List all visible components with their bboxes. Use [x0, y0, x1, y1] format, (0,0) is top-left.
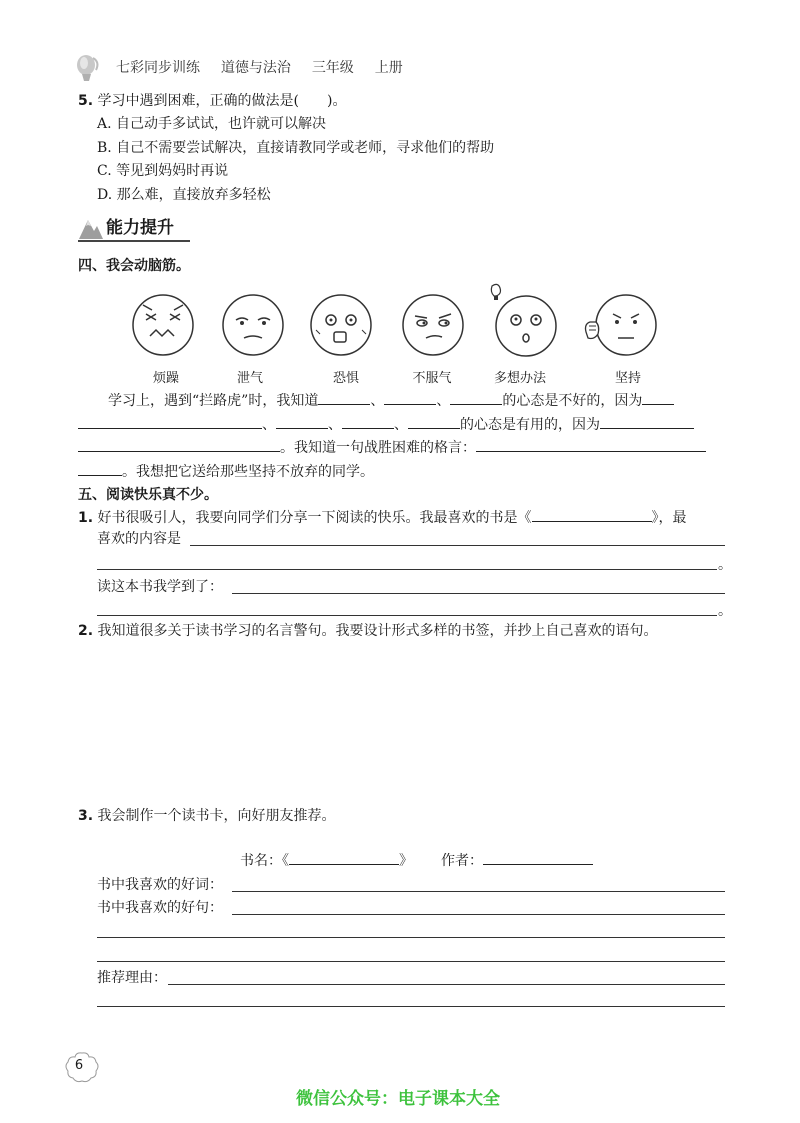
section-banner: [78, 216, 190, 242]
faces-row: [120, 286, 680, 362]
q1-period-2: 。: [718, 603, 732, 619]
part4-line4-text: 。我想把它送给那些坚持不放弃的同学。: [122, 464, 374, 480]
author-blank[interactable]: [483, 850, 593, 865]
q1-line3-label: 读这本书我学到了：: [97, 579, 223, 595]
answer-blank[interactable]: [384, 390, 436, 405]
author-label: 作者：: [441, 853, 483, 869]
answer-line[interactable]: [232, 891, 725, 892]
part5-heading: 五、阅读快乐真不少。: [78, 487, 218, 503]
separator: 、: [328, 417, 342, 433]
separator: 、: [262, 417, 276, 433]
q1-line2-label: 喜欢的内容是: [97, 531, 181, 547]
mountain-icon: [78, 216, 104, 240]
good-sentences-label: 书中我喜欢的好句：: [97, 900, 223, 916]
face-discouraged-icon: [218, 290, 288, 360]
q5-option-a: A. 自己动手多试试，也许就可以解决: [97, 116, 327, 132]
answer-blank[interactable]: [78, 437, 280, 452]
answer-blank[interactable]: [78, 414, 262, 429]
part4-line1-text: 学习上，遇到“拦路虎”时，我知道: [108, 393, 319, 409]
face-label-irritated: 烦躁: [152, 371, 179, 386]
reading-card-book-row: [240, 850, 593, 871]
face-label-fearful: 恐惧: [332, 371, 359, 386]
part4-line3-text: 。我知道一句战胜困难的格言：: [280, 440, 476, 456]
header-grade: 三年级: [311, 60, 354, 76]
answer-blank[interactable]: [450, 390, 502, 405]
q5-text: 学习中遇到困难，正确的做法是( )。: [97, 93, 347, 109]
page-number: 6: [74, 1058, 84, 1073]
part4-heading: 四、我会动脑筋。: [78, 258, 190, 274]
q5-stem: [78, 91, 346, 111]
answer-line[interactable]: [97, 615, 717, 616]
book-name-blank[interactable]: [289, 850, 399, 865]
answer-blank[interactable]: [642, 390, 674, 405]
separator: 、: [394, 417, 408, 433]
running-header: [116, 58, 403, 78]
section-banner-title: 能力提升: [106, 218, 174, 238]
q5-option-c: C. 等见到妈妈时再说: [97, 163, 229, 179]
answer-blank[interactable]: [600, 414, 694, 429]
face-label-thinking: 多想办法: [493, 371, 546, 386]
part4-line2-end: 的心态是有用的，因为: [460, 417, 600, 433]
banner-underline: [78, 240, 190, 242]
face-irritated-icon: [128, 290, 198, 360]
q3-number: 3.: [78, 808, 94, 824]
q1-number: 1.: [78, 510, 94, 526]
q5-option-b: B. 自己不需要尝试解决，直接请教同学或老师，寻求他们的帮助: [97, 140, 495, 156]
book-name-end: 》: [399, 853, 413, 869]
answer-line[interactable]: [168, 984, 725, 985]
face-label-discouraged: 泄气: [236, 371, 263, 386]
answer-line[interactable]: [97, 569, 717, 570]
answer-line[interactable]: [97, 1006, 725, 1007]
answer-line[interactable]: [97, 937, 725, 938]
q1-period-1: 。: [718, 557, 732, 573]
answer-blank[interactable]: [342, 414, 394, 429]
answer-blank[interactable]: [408, 414, 460, 429]
page-number-badge: [64, 1050, 100, 1084]
part4-line-3: [78, 437, 706, 458]
face-fearful-icon: [306, 290, 376, 360]
answer-line[interactable]: [232, 914, 725, 915]
face-thinking-icon: [486, 282, 562, 358]
part4-line-4: [78, 461, 374, 482]
answer-line[interactable]: [232, 593, 725, 594]
face-defiant-icon: [398, 290, 468, 360]
face-label-defiant: 不服气: [412, 371, 452, 386]
reason-label: 推荐理由：: [97, 970, 167, 986]
part5-q1-line-1: [78, 507, 687, 528]
q2-number: 2.: [78, 623, 94, 639]
q2-text: 我知道很多关于读书学习的名言警句。我要设计形式多样的书签，并抄上自己喜欢的语句。: [97, 623, 658, 639]
watermark-text: 微信公众号：电子课本大全: [296, 1089, 500, 1109]
face-persistent-icon: [582, 290, 662, 360]
part4-line1-end: 的心态是不好的，因为: [502, 393, 643, 409]
q5-number: 5.: [78, 93, 94, 109]
part5-q2: [78, 621, 658, 641]
face-label-persistent: 坚持: [614, 371, 641, 386]
header-volume: 上册: [374, 60, 403, 76]
separator: 、: [370, 393, 385, 409]
header-series: 七彩同步训练: [116, 60, 200, 76]
answer-blank[interactable]: [476, 437, 706, 452]
part5-q3: [78, 806, 336, 826]
q1-line1-text: 好书很吸引人，我要向同学们分享一下阅读的快乐。我最喜欢的书是《: [97, 510, 532, 526]
q1-line1-end: 》，最: [651, 510, 687, 526]
header-logo-icon: [74, 54, 102, 84]
answer-blank[interactable]: [276, 414, 328, 429]
answer-line[interactable]: [190, 545, 725, 546]
separator: 、: [436, 393, 451, 409]
part4-line-1: [108, 390, 674, 411]
book-name-label: 书名：《: [240, 853, 289, 869]
q3-text: 我会制作一个读书卡，向好朋友推荐。: [97, 808, 336, 824]
q5-option-d: D. 那么难，直接放弃多轻松: [97, 187, 271, 203]
part4-line-2: [78, 414, 694, 435]
header-subject: 道德与法治: [220, 60, 291, 76]
answer-blank[interactable]: [318, 390, 370, 405]
book-title-blank[interactable]: [532, 507, 652, 522]
answer-line[interactable]: [97, 961, 725, 962]
good-words-label: 书中我喜欢的好词：: [97, 877, 223, 893]
answer-blank[interactable]: [78, 461, 122, 476]
